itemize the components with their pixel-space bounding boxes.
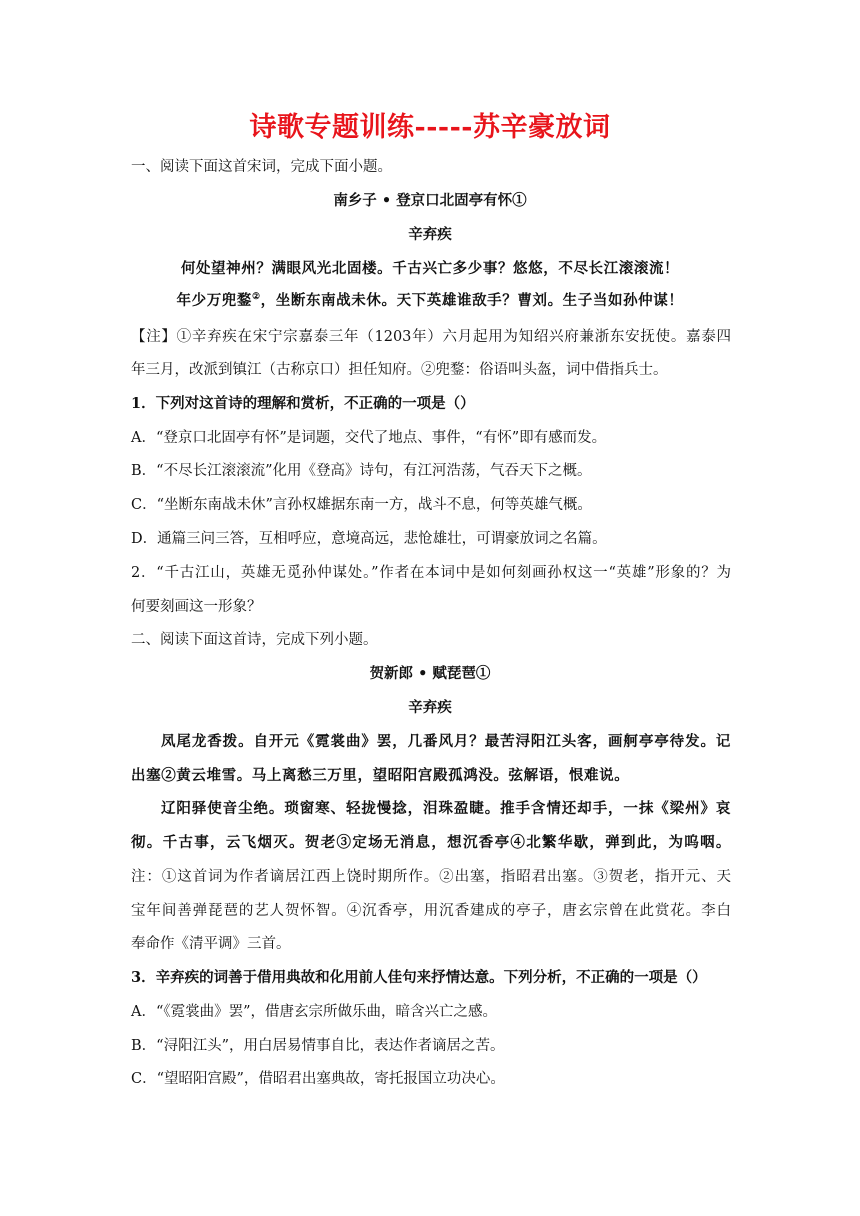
footnote-marker: ② (252, 292, 261, 303)
question-3-option-c: C．“望昭阳宫殿”，借昭君出塞典故，寄托报国立功决心。 (131, 1071, 505, 1087)
note2-line1: 注：①这首词为作者谪居江西上饶时期所作。②出塞，指昭君出塞。③贺老，指开元、天 (131, 869, 731, 885)
question-1-option-b: B．“不尽长江滚滚流”化用《登高》诗句，有江河浩荡，气吞天下之概。 (131, 463, 592, 479)
note2-line3: 奉命作《清平调》三首。 (131, 936, 291, 952)
poem2-stanza1-line1: 凤尾龙香拨。自开元《霓裳曲》罢，几番风月？最苦浔阳江头客，画舸亭亭待发。记 (161, 733, 731, 750)
poem1-author: 辛弃疾 (408, 226, 452, 243)
poem1-line1: 何处望神州？满眼风光北固楼。千古兴亡多少事？悠悠，不尽长江滚滚流！ (180, 260, 680, 277)
question-3-option-b: B．“浔阳江头”，用白居易情事自比，表达作者谪居之苦。 (131, 1038, 505, 1054)
question-1-option-a: A．“登京口北固亭有怀”是词题，交代了地点、事件，“有怀”即有感而发。 (131, 430, 607, 446)
poem2-stanza1-line2: 出塞②黄云堆雪。马上离愁三万里，望昭阳宫殿孤鸿没。弦解语，恨难说。 (131, 767, 630, 784)
question-3-option-a: A．“《霓裳曲》罢”，借唐玄宗所做乐曲，暗含兴亡之感。 (131, 1004, 498, 1020)
poem1-line2-part-b: ，坐断东南战未休。天下英雄谁敌手？曹刘。生子当如孙仲谋！ (260, 292, 684, 309)
poem2-stanza2-line1: 辽阳驿使音尘绝。琐窗寒、轻拢慢捻，泪珠盈睫。推手含情还却手，一抹《梁州》哀 (161, 800, 731, 817)
question-1-stem (131, 393, 731, 415)
question-1-option-c: C．“坐断东南战未休”言孙权雄据东南一方，战斗不息，何等英雄气概。 (131, 497, 592, 513)
note1-line2: 年三月，改派到镇江（古称京口）担任知府。②兜鍪：俗语叫头盔，词中借指兵士。 (131, 362, 668, 378)
poem1-title: 南乡子 • 登京口北固亭有怀① (333, 192, 527, 209)
question-2-line2: 何要刻画这一形象？ (131, 599, 262, 615)
section1-heading: 一、阅读下面这首宋词，完成下面小题。 (131, 159, 392, 175)
question-3-stem (131, 967, 731, 989)
poem1-line2-part-a: 年少万兜鍪 (176, 292, 252, 309)
note1-line1: 【注】①辛弃疾在宋宁宗嘉泰三年（1203年）六月起用为知绍兴府兼浙东安抚使。嘉泰四 (131, 329, 731, 345)
section2-heading: 二、阅读下面这首诗，完成下列小题。 (131, 632, 378, 648)
page-title: 诗歌专题训练-----苏辛豪放词 (249, 112, 611, 143)
poem2-author: 辛弃疾 (408, 699, 452, 716)
question-1-text: 1．下列对这首诗的理解和赏析，不正确的一项是（） (131, 395, 475, 412)
note2-line2: 宝年间善弹琵琶的艺人贺怀智。④沉香亭，用沉香建成的亭子，唐玄宗曾在此赏花。李白 (131, 903, 731, 919)
question-3-text: 3．辛弃疾的词善于借用典故和化用前人佳句来抒情达意。下列分析，不正确的一项是（） (131, 969, 707, 986)
question-2-line1: 2．“千古江山，英雄无觅孙仲谋处。”作者在本词中是如何刻画孙权这一“英雄”形象的？为 (131, 565, 731, 581)
poem1-line2 (0, 290, 860, 312)
poem2-title: 贺新郎 • 赋琵琶① (369, 665, 491, 682)
poem2-stanza2-line2: 彻。千古事，云飞烟灭。贺老③定场无消息，想沉香亭④北繁华歇，弹到此，为呜咽。 (131, 834, 731, 851)
question-1-option-d: D．通篇三问三答，互相呼应，意境高远，悲怆雄壮，可谓豪放词之名篇。 (131, 531, 607, 547)
